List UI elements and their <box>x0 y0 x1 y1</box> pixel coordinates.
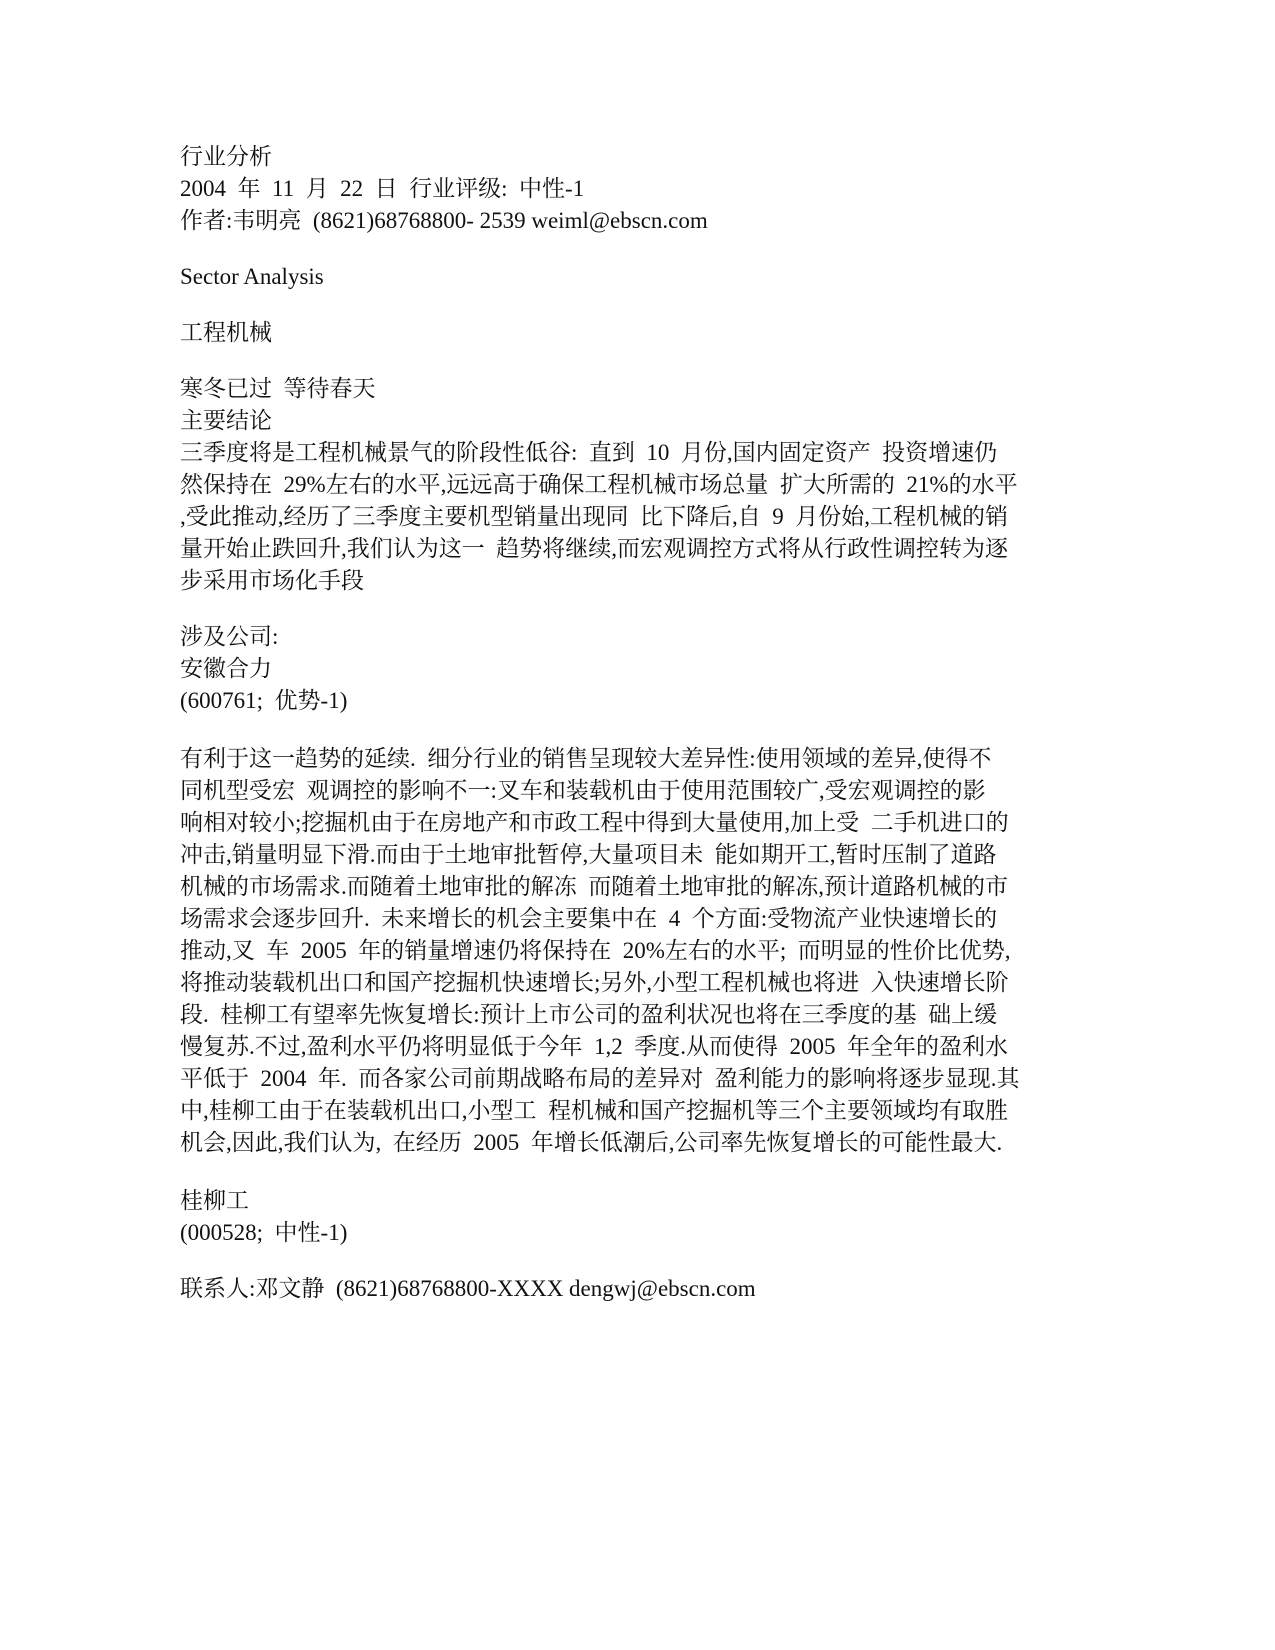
date-rating-line: 2004 年 11 月 22 日 行业评级: 中性-1 <box>180 176 585 201</box>
headline: 寒冬已过 等待春天 <box>180 376 376 401</box>
body-line: 将推动装载机出口和国产挖掘机快速增长;另外,小型工程机械也将进 入快速增长阶 <box>180 970 1009 995</box>
author-line: 作者:韦明亮 (8621)68768800- 2539 weiml@ebscn.com <box>180 208 708 233</box>
sector-name: 工程机械 <box>180 320 272 345</box>
companies-heading: 涉及公司: <box>180 624 279 649</box>
conclusion-paragraph <box>180 437 1080 597</box>
conclusion-heading: 主要结论 <box>180 408 272 433</box>
company-code-rating: (600761; 优势-1) <box>180 688 348 713</box>
body-line: 平低于 2004 年. 而各家公司前期战略布局的差异对 盈利能力的影响将逐步显现.其 <box>180 1066 1020 1091</box>
body-line: 段. 桂柳工有望率先恢复增长:预计上市公司的盈利状况也将在三季度的基 础上缓 <box>180 1002 998 1027</box>
sector-label: Sector Analysis <box>180 264 324 289</box>
conclusion-line: 三季度将是工程机械景气的阶段性低谷: 直到 10 月份,国内固定资产 投资增速仍 <box>180 440 998 465</box>
report-page <box>180 141 1080 1305</box>
body-line: 机会,因此,我们认为, 在经历 2005 年增长低潮后,公司率先恢复增长的可能性最大. <box>180 1130 1003 1155</box>
body-line: 推动,叉 车 2005 年的销量增速仍将保持在 20%左右的水平; 而明显的性价比优势, <box>180 938 1011 963</box>
body-line: 响相对较小;挖掘机由于在房地产和市政工程中得到大量使用,加上受 二手机进口的 <box>180 810 1009 835</box>
company-name: 桂柳工 <box>180 1188 249 1213</box>
body-line: 有利于这一趋势的延续. 细分行业的销售呈现较大差异性:使用领域的差异,使得不 <box>180 746 992 771</box>
body-line: 场需求会逐步回升. 未来增长的机会主要集中在 4 个方面:受物流产业快速增长的 <box>180 906 998 931</box>
body-line: 冲击,销量明显下滑.而由于土地审批暂停,大量项目未 能如期开工,暂时压制了道路 <box>180 842 997 867</box>
body-line: 中,桂柳工由于在装载机出口,小型工 程机械和国产挖掘机等三个主要领域均有取胜 <box>180 1098 1008 1123</box>
body-line: 机械的市场需求.而随着土地审批的解冻 而随着土地审批的解冻,预计道路机械的市 <box>180 874 1008 899</box>
contact-line: 联系人:邓文静 (8621)68768800-XXXX dengwj@ebscn.com <box>180 1276 756 1301</box>
report-type: 行业分析 <box>180 144 272 169</box>
body-line: 同机型受宏 观调控的影响不一:叉车和装载机由于使用范围较广,受宏观调控的影 <box>180 778 986 803</box>
company-name: 安徽合力 <box>180 656 272 681</box>
body-line: 慢复苏.不过,盈利水平仍将明显低于今年 1,2 季度.从而使得 2005 年全年的盈利水 <box>180 1034 1008 1059</box>
company-code-rating: (000528; 中性-1) <box>180 1220 348 1245</box>
conclusion-line: 量开始止跌回升,我们认为这一 趋势将继续,而宏观调控方式将从行政性调控转为逐 <box>180 536 1008 561</box>
conclusion-line: 然保持在 29%左右的水平,远远高于确保工程机械市场总量 扩大所需的 21%的水平 <box>180 472 1018 497</box>
conclusion-line: ,受此推动,经历了三季度主要机型销量出现同 比下降后,自 9 月份始,工程机械的销 <box>180 504 1008 529</box>
conclusion-line: 步采用市场化手段 <box>180 568 364 593</box>
body-paragraph <box>180 743 1080 1159</box>
